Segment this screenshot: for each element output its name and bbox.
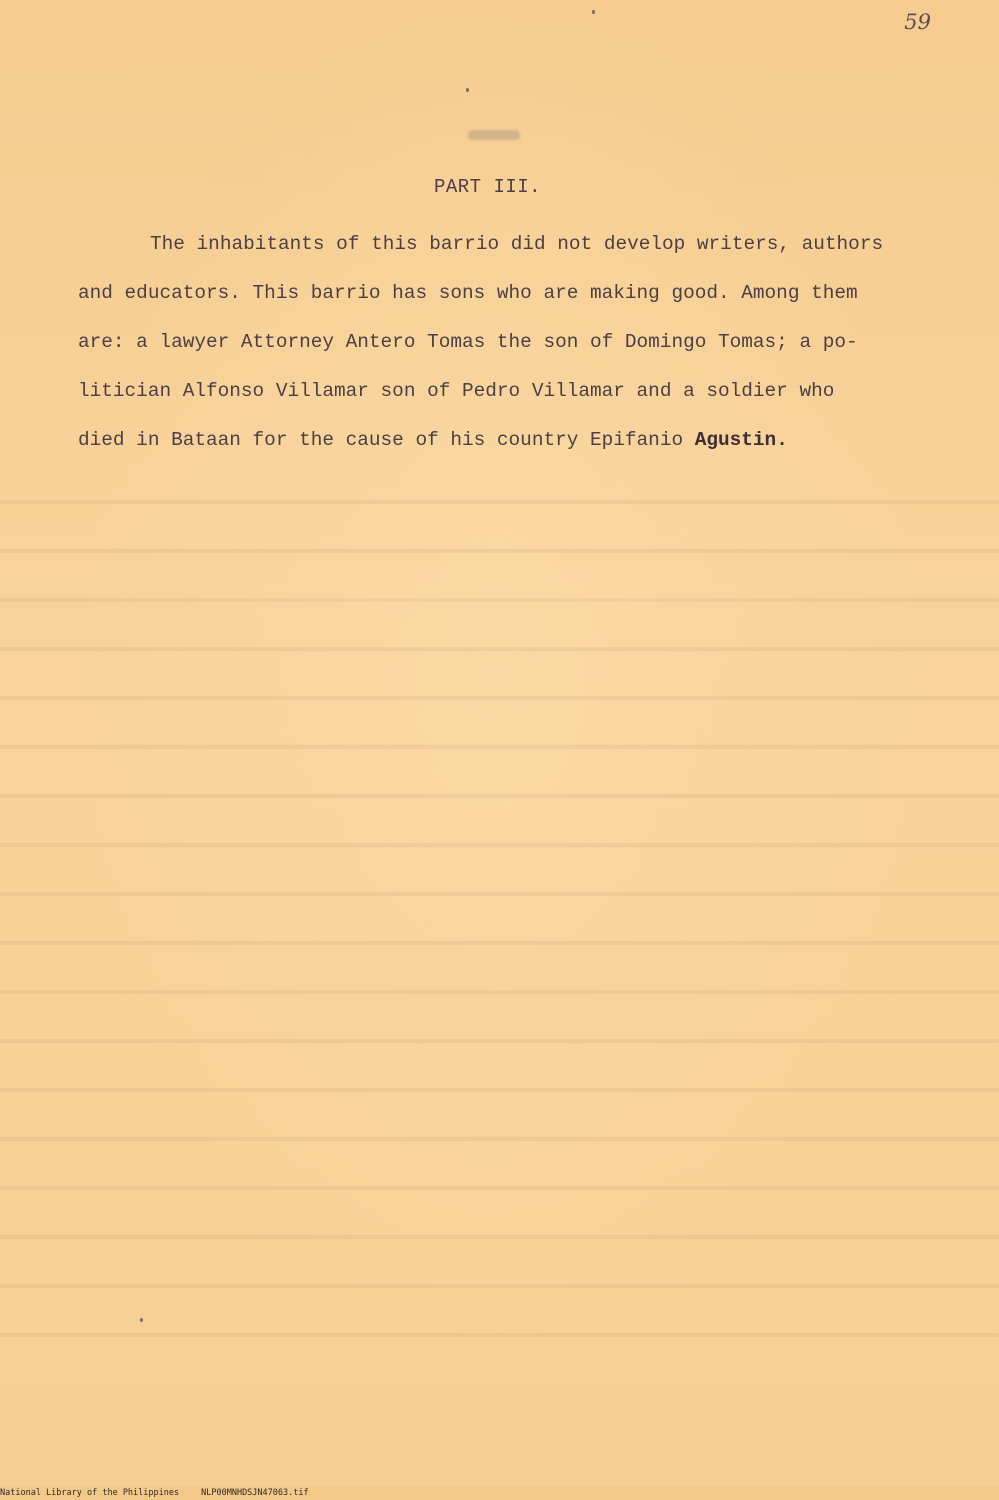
paper-speck [140,1318,143,1322]
soldier-name: Agustin. [694,429,788,451]
paragraph-line: The inhabitants of this barrio did not develop writers, authors [150,233,884,255]
body-paragraph [78,220,938,465]
paper-speck [592,10,595,14]
part-heading: PART III. [433,176,542,198]
paragraph-line: litician Alfonso Villamar son of Pedro Villamar and a soldier who [78,380,835,402]
footer-institution: National Library of the Philippines [0,1488,180,1498]
paper-speck [466,88,469,92]
paragraph-line [78,416,938,465]
paragraph-line: are: a lawyer Attorney Antero Tomas the son of Domingo Tomas; a po- [78,331,858,353]
footer-filename: NLP00MNHDSJN47063.tif [201,1488,309,1498]
ink-smudge [468,130,520,140]
paragraph-line: and educators. This barrio has sons who are making good. Among them [78,282,858,304]
scan-footer [0,1486,999,1500]
paragraph-line-text: died in Bataan for the cause of his country Epifanio [78,429,695,451]
page-number: 59 [904,10,931,34]
bleed-through-text [0,470,999,1370]
